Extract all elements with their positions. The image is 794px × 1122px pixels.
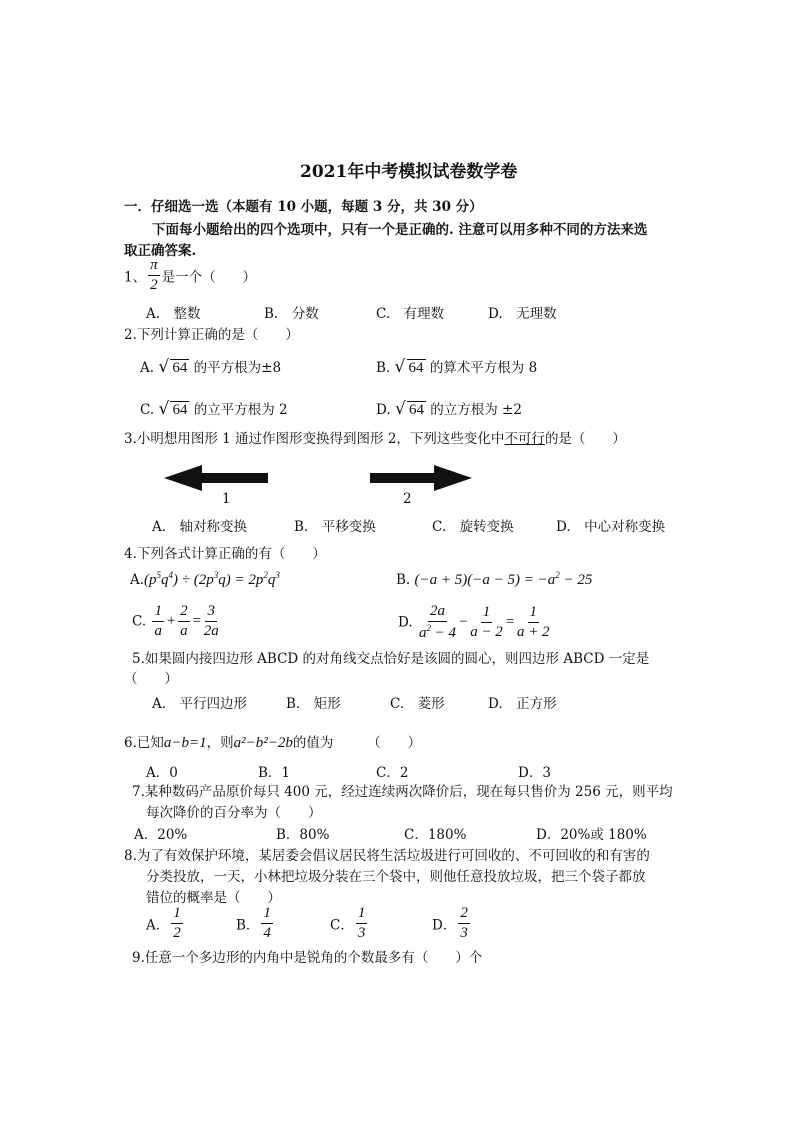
q8-option-d bbox=[432, 906, 472, 941]
exam-title: 2021年中考模拟试卷数学卷 bbox=[300, 162, 518, 182]
instruction-line-2: 取正确答案. bbox=[124, 243, 197, 259]
q6-option-b: B．1 bbox=[258, 765, 291, 781]
question-8-line-3: 错位的概率是（ ） bbox=[146, 890, 281, 906]
left-arrow-figure-1 bbox=[164, 465, 268, 491]
q2-d-sqrt: √ 64 bbox=[394, 399, 424, 419]
q3-option-a: A. 轴对称变换 bbox=[152, 519, 248, 535]
q2-a-radicand: 64 bbox=[172, 360, 188, 376]
q2-a-label: A. bbox=[140, 360, 155, 376]
q3-option-d: D. 中心对称变换 bbox=[556, 519, 666, 535]
q5-option-c: C. 菱形 bbox=[390, 696, 445, 712]
q5-option-d: D. 正方形 bbox=[488, 696, 557, 712]
right-arrow-figure-2 bbox=[370, 465, 472, 491]
q2-a-text: 的平方根为±8 bbox=[193, 360, 282, 376]
q8-b-fraction: $\frac{1}{4}$ bbox=[263, 905, 271, 941]
q7-option-d: D．20%或 180% bbox=[536, 827, 647, 843]
section-heading: 一．仔细选一选（本题有 10 小题，每题 3 分，共 30 分） bbox=[124, 199, 483, 215]
q8-d-label: D． bbox=[432, 917, 457, 934]
q8-option-b bbox=[236, 906, 275, 941]
q8-option-a bbox=[146, 906, 185, 941]
q1-fraction bbox=[148, 258, 160, 293]
question-1-stem bbox=[124, 258, 256, 293]
q2-option-d bbox=[376, 398, 522, 419]
question-6-stem bbox=[124, 731, 421, 752]
q4-option-c: C. $\frac{1}{a}$ + $\frac{2}{a}$ = $\frac{3}{2a}$ bbox=[132, 603, 219, 639]
q8-d-fraction: $\frac{2}{3}$ bbox=[460, 905, 468, 941]
q4-c-frac-2: $\frac{2}{a}$ bbox=[180, 603, 188, 639]
question-4-stem: 4.下列各式计算正确的有（ ） bbox=[124, 546, 326, 562]
q2-option-b bbox=[376, 356, 537, 377]
q8-b-label: B． bbox=[236, 917, 260, 934]
q4-c-frac-1: $\frac{1}{a}$ bbox=[154, 603, 162, 639]
question-5-line-1: 5.如果圆内接四边形 ABCD 的对角线交点恰好是该圆的圆心，则四边形 ABCD 一定是 bbox=[132, 651, 650, 667]
q2-d-radicand: 64 bbox=[408, 402, 424, 418]
q2-option-a bbox=[140, 356, 281, 377]
q2-c-radicand: 64 bbox=[172, 402, 188, 418]
q8-c-label: C． bbox=[330, 917, 354, 934]
q1-option-b: B. 分数 bbox=[264, 306, 319, 322]
q2-c-label: C. bbox=[140, 402, 155, 418]
q3-stem-after: 的是（ ） bbox=[544, 431, 626, 447]
q6-suffix: 的值为 （ ） bbox=[292, 735, 422, 751]
q4-c-frac-3: $\frac{3}{2a}$ bbox=[203, 603, 219, 639]
q2-a-sqrt: √ 64 bbox=[158, 357, 188, 377]
q2-d-text: 的立方根为 ±2 bbox=[430, 402, 522, 418]
q8-option-c bbox=[330, 906, 369, 941]
question-5-line-2: （ ） bbox=[124, 671, 178, 687]
question-9-stem: 9.任意一个多边形的内角中是锐角的个数最多有（ ）个 bbox=[132, 950, 483, 966]
q1-frac-num: π bbox=[148, 258, 160, 276]
q4-option-d: D. $\frac{2a}{a^2 - 4}$ − $\frac{1}{a - 2}$ = $\frac{1}{a + 2}$ bbox=[398, 603, 550, 641]
q4-b-label: B. bbox=[396, 572, 411, 588]
q1-frac-den: 2 bbox=[150, 277, 158, 293]
q4-a-expression: $(p^5q^4) \div (2p^3q) = 2p^2q^3$ bbox=[144, 570, 280, 588]
q2-b-text: 的算术平方根为 8 bbox=[429, 360, 538, 376]
q8-a-fraction: $\frac{1}{2}$ bbox=[173, 905, 181, 941]
q2-c-text: 的立平方根为 2 bbox=[193, 402, 288, 418]
figure-1-label: 1 bbox=[222, 491, 231, 507]
q1-option-d: D. 无理数 bbox=[488, 306, 557, 322]
q6-option-d: D．3 bbox=[518, 765, 551, 781]
q1-option-c: C. 有理数 bbox=[376, 306, 445, 322]
q4-c-label: C. bbox=[132, 613, 147, 630]
q2-b-radicand: 64 bbox=[408, 360, 424, 376]
q4-b-expression: $(-a + 5)(-a - 5) = -a^2 - 25$ bbox=[414, 570, 593, 588]
q4-option-a bbox=[130, 570, 280, 589]
q4-d-frac-1: $\frac{2a}{a^2 - 4}$ bbox=[418, 603, 457, 641]
q5-option-b: B. 矩形 bbox=[286, 696, 341, 712]
q3-stem-underlined: 不可行 bbox=[504, 431, 545, 447]
q4-a-label: A. bbox=[130, 572, 145, 588]
q4-d-label: D. bbox=[398, 614, 413, 631]
q1-prefix: 1、 bbox=[124, 269, 147, 286]
q6-option-c: C．2 bbox=[376, 765, 409, 781]
question-8-line-2: 分类投放，一天，小林把垃圾分装在三个袋中，则他任意投放垃圾，把三个袋子都放 bbox=[146, 869, 646, 885]
q8-c-fraction: $\frac{1}{3}$ bbox=[357, 905, 366, 941]
q2-d-label: D. bbox=[376, 402, 391, 418]
q2-c-sqrt: √ 64 bbox=[158, 399, 188, 419]
q4-d-frac-2: $\frac{1}{a - 2}$ bbox=[470, 604, 503, 640]
instruction-line-1: 下面每小题给出的四个选项中，只有一个是正确的. 注意可以用多种不同的方法来选 bbox=[152, 222, 648, 238]
question-2-stem: 2.下列计算正确的是（ ） bbox=[124, 327, 299, 343]
q1-option-a: A. 整数 bbox=[146, 306, 201, 322]
q3-option-b: B. 平移变换 bbox=[294, 519, 376, 535]
q4-d-frac-3: $\frac{1}{a + 2}$ bbox=[516, 604, 550, 640]
q6-mid: ，则 bbox=[206, 735, 234, 751]
figure-2-label: 2 bbox=[403, 491, 412, 507]
question-8-line-1: 8.为了有效保护环境，某居委会倡议居民将生活垃圾进行可回收的、不可回收的和有害的 bbox=[124, 848, 650, 864]
q6-prefix: 6.已知 bbox=[124, 735, 164, 751]
q4-option-b bbox=[396, 570, 592, 589]
q2-b-label: B. bbox=[376, 360, 391, 376]
q1-suffix: 是一个（ ） bbox=[161, 269, 257, 286]
question-3-stem bbox=[124, 427, 626, 447]
q2-b-sqrt: √ 64 bbox=[394, 357, 424, 377]
question-7-line-1: 7.某种数码产品原价每只 400 元，经过连续两次降价后，现在每只售价为 256 元，则平均 bbox=[132, 784, 673, 800]
q6-condition: a−b=1 bbox=[163, 735, 207, 751]
q6-option-a: A．0 bbox=[146, 765, 178, 781]
q7-option-a: A．20% bbox=[134, 827, 188, 843]
q3-stem-before: 3.小明想用图形 1 通过作图形变换得到图形 2，下列这些变化中 bbox=[124, 431, 505, 447]
q2-option-c bbox=[140, 398, 288, 419]
question-7-line-2: 每次降价的百分率为（ ） bbox=[146, 805, 322, 821]
q7-option-b: B．80% bbox=[276, 827, 330, 843]
q5-option-a: A. 平行四边形 bbox=[152, 696, 248, 712]
q6-expression: a²−b²−2b bbox=[233, 735, 293, 751]
q3-option-c: C. 旋转变换 bbox=[432, 519, 514, 535]
q8-a-label: A． bbox=[146, 917, 170, 934]
q7-option-c: C．180% bbox=[404, 827, 467, 843]
